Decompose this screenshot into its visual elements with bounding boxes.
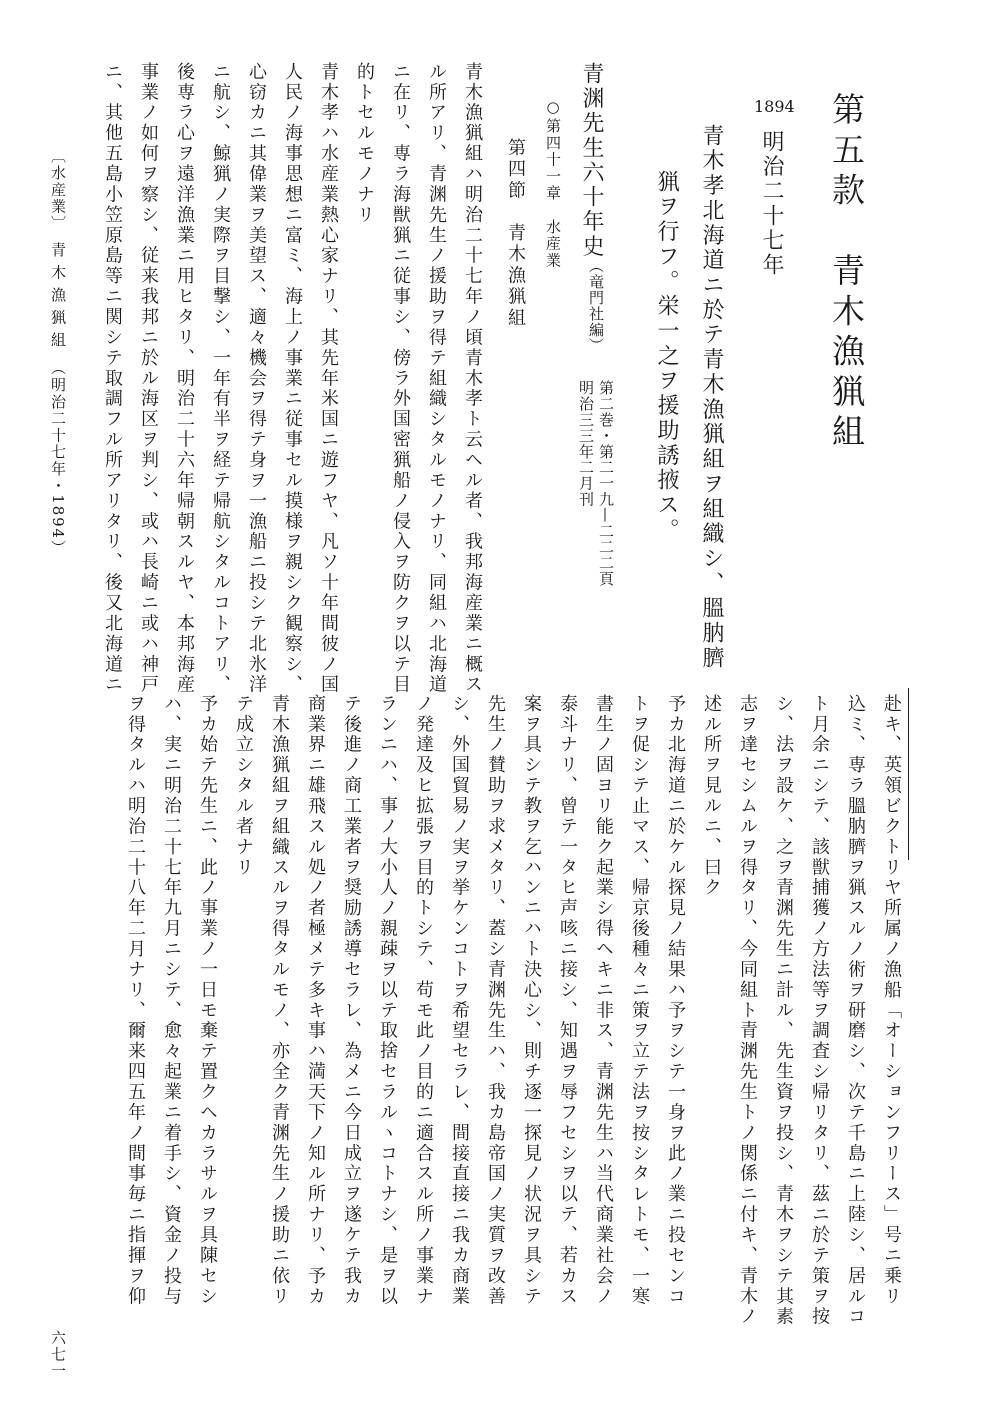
lower-body-line: テ後進ノ商工業者ヲ奨励誘導セラレ、為メニ今日成立ヲ遂ケテ我カ xyxy=(341,694,362,1307)
lower-body-line: ヲ得タルハ明治二十八年二月ナリ、爾来四五年ノ間事毎ニ指揮ヲ仰 xyxy=(125,694,146,1307)
footer-running-year: （明治二十七年・1894） xyxy=(49,360,67,557)
lower-body-line: 案ヲ具シテ教ヲ乞ハンニハト決心シ、則チ逐一探見ノ状況ヲ具シテ xyxy=(521,694,542,1307)
lower-body-line: ノ発達及ヒ拡張ヲ目的トシテ、苟モ此ノ目的ニ適合スル所ノ事業ナ xyxy=(413,694,434,1307)
lower-body-line: 赴キ、英領ビクトリヤ所属ノ漁船「オーションフリース」号ニ乗リ xyxy=(881,694,902,1307)
lower-body-line: テ成立シタル者ナリ xyxy=(233,694,254,878)
upper-body-line: ル所アリ、青渊先生ノ援助ヲ得テ組織シタルモノナリ、同組ハ北海道 xyxy=(426,62,447,696)
upper-body-line: 青木漁猟組ハ明治二十七年ノ頃青木孝ト云ヘル者、我邦海産業ニ概ス xyxy=(462,62,483,696)
source-publisher: （竜門社編） xyxy=(587,258,605,354)
upper-body-line: 事業ノ如何ヲ察シ、従来我邦ニ於ル海区ヲ判シ、或ハ長崎ニ或ハ神戸 xyxy=(138,62,159,696)
footer-running-title: 青木漁猟組 xyxy=(49,242,67,355)
footer-category: 〔水産業〕 xyxy=(49,148,67,232)
section-title: 第五款 青木漁猟組 xyxy=(827,92,866,455)
lower-body-line: 青木漁猟組ヲ組織スルヲ得タルモノ、亦全ク青渊先生ノ援助ニ依リ xyxy=(269,694,290,1307)
chapter-heading: ○第四十一章 水産業 xyxy=(544,98,562,269)
era-year: 明治二十七年 xyxy=(759,130,784,278)
lower-body-line: 予カ始テ先生ニ、此ノ事業ノ一日モ棄テ置クヘカラサルヲ具陳セシ xyxy=(197,694,218,1307)
upper-body-line: ニ在リ、専ラ海獣猟ニ従事シ、傍ラ外国密猟船ノ侵入ヲ防クヲ以テ目 xyxy=(390,62,411,696)
lower-body-line: シ、外国貿易ノ実ヲ挙ケンコトヲ希望セラレ、間接直接ニ我カ商業 xyxy=(449,694,470,1307)
upper-body-line: 後専ラ心ヲ遠洋漁業ニ用ヒタリ、明治二十六年帰朝スルヤ、本邦海産 xyxy=(174,62,195,696)
lower-body-line: 込ミ、専ラ膃肭臍ヲ猟スルノ術ヲ研磨シ、次テ千島ニ上陸シ、居ルコ xyxy=(845,694,866,1328)
sideline-mark xyxy=(908,688,909,860)
lower-body-line: ハ、実ニ明治二十七年九月ニシテ、愈々起業ニ着手シ、資金ノ投与 xyxy=(161,694,182,1307)
lower-body-line: 泰斗ナリ、曾テ一タヒ声咳ニ接シ、知遇ヲ辱フセシヲ以テ、若カス xyxy=(557,694,578,1307)
upper-body-line: ニ、其他五島小笠原島等ニ関シテ取調フル所アリタリ、後又北海道ニ xyxy=(102,62,123,696)
upper-body-line: 的トセルモノナリ xyxy=(354,62,375,226)
lower-body-line: トヲ促シテ止マス、帰京後種々ニ策ヲ立テ法ヲ按シタレトモ、一寒 xyxy=(629,694,650,1307)
source-title: 青渊先生六十年史 xyxy=(579,62,604,260)
upper-body-line: 心窃カニ其偉業ヲ美望ス、適々機会ヲ得テ身ヲ一漁船ニ投シテ北氷洋 xyxy=(246,62,267,696)
year-number: 1894 xyxy=(754,97,795,116)
lower-body-line: 述ル所ヲ見ルニ、曰ク xyxy=(701,694,722,899)
lower-body-line: シ、法ヲ設ケ、之ヲ青渊先生ニ計ル、先生資ヲ投シ、青木ヲシテ其素 xyxy=(773,694,794,1328)
source-date: 明治三三年二月刊 xyxy=(577,380,595,508)
lower-body-line: 志ヲ達セシムルヲ得タリ、今同組ト青渊先生トノ関係ニ付キ、青木ノ xyxy=(737,694,758,1328)
lower-body-line: 予カ北海道ニ於ケル探見ノ結果ハ予ヲシテ一身ヲ此ノ業ニ投センコ xyxy=(665,694,686,1307)
lower-body-line: 商業界ニ雄飛スル処ノ者極メテ多キ事ハ満天下ノ知ル所ナリ、予カ xyxy=(305,694,326,1307)
lower-body-line: ト月余ニシテ、該獣捕獲ノ方法等ヲ調査シ帰リタリ、茲ニ於テ策ヲ按 xyxy=(809,694,830,1328)
lead-line-1: 青木孝北海道ニ於テ青木漁猟組ヲ組織シ、膃肭臍 xyxy=(699,124,724,671)
section-heading: 第四節 青木漁猟組 xyxy=(505,138,526,330)
upper-body-line: 人民ノ海事思想ニ富ミ、海上ノ事業ニ従事セル摸様ヲ親シク観察シ、 xyxy=(282,62,303,696)
lower-body-line: ランニハ、事ノ大小人ノ親疎ヲ以テ取捨セラルヽコトナシ、是ヲ以 xyxy=(377,694,398,1307)
lower-body-line: 先生ノ賛助ヲ求メタリ、蓋シ青渊先生ハ、我カ島帝国ノ実質ヲ改善 xyxy=(485,694,506,1307)
upper-body-line: 青木孝ハ水産業熱心家ナリ、其先年米国ニ遊フヤ、凡ソ十年間彼ノ国 xyxy=(318,62,339,696)
source-volume: 第二巻・第二一九—二二二頁 xyxy=(597,380,615,587)
page-number: 六七一 xyxy=(49,1330,67,1380)
lower-body-line: 書生ノ固ヨリ能ク起業シ得ヘキニ非ス、青渊先生ハ当代商業社会ノ xyxy=(593,694,614,1307)
upper-body-line: ニ航シ、鯨猟ノ実際ヲ目撃シ、一年有半ヲ経テ帰航シタルコトアリ、 xyxy=(210,62,231,696)
lead-line-2: 猟ヲ行フ。栄一之ヲ援助誘掖ス。 xyxy=(654,170,679,543)
